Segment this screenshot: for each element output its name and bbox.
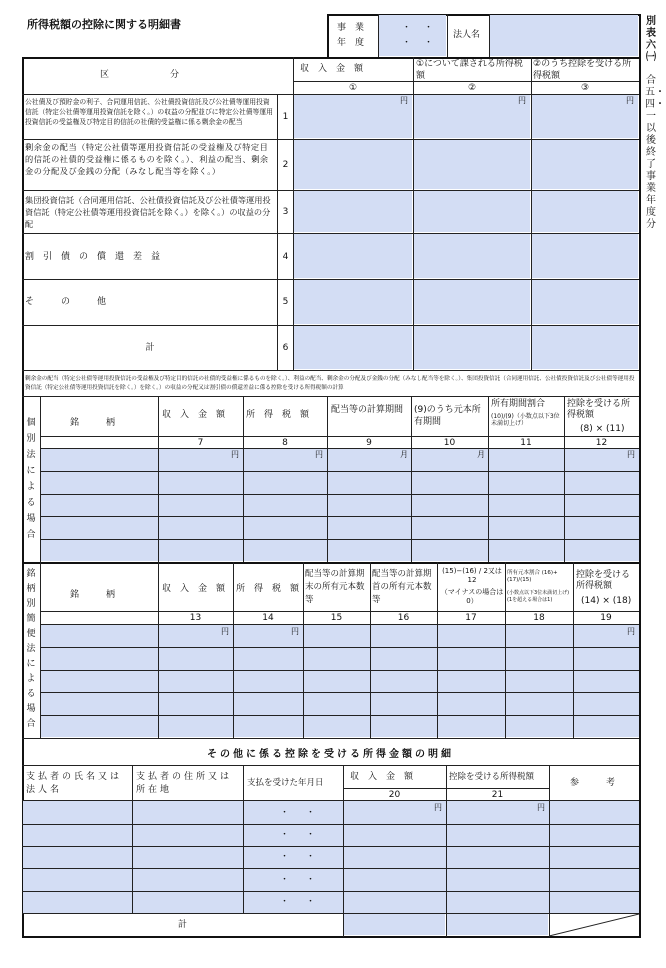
- row-6-label: 計: [145, 343, 155, 353]
- nendo-label: 年 度: [337, 38, 365, 48]
- hojin-name-field[interactable]: [490, 15, 638, 56]
- s1-r2-income[interactable]: [294, 140, 412, 189]
- s1-r5-tax[interactable]: [414, 280, 530, 324]
- s2-side-label: 個別法による場合: [26, 418, 36, 540]
- s2-meigara: 銘 柄: [70, 418, 116, 428]
- form-title: 所得税額の控除に関する明細書: [27, 18, 181, 31]
- col-deduct-header: ②のうち控除を受ける所得税額: [533, 59, 632, 81]
- s1-r3-tax[interactable]: [414, 191, 530, 232]
- period-field[interactable]: [379, 15, 446, 56]
- jigyo-label: 事 業: [337, 23, 365, 33]
- col-tax-header: ①について課される所得税額: [416, 59, 523, 81]
- s3-side-label: 銘柄別簡便法による場合: [26, 569, 36, 729]
- s1-r4-deduct[interactable]: [532, 234, 638, 278]
- s2-entry-area[interactable]: [41, 449, 639, 561]
- side-note: 合五・四・一以後終了事業年度分: [645, 75, 665, 230]
- calc-note: 剰余金の配当（特定公社債等運用投資信託の受益権及び特定目的信託の社債的受益権に係るものを除く。）、利益の配当、剰余金の分配及び金銭の分配（みなし配当等を除く。）、集団投資信託（合同運用信託、公社債投資信託及び公社債等運用投資信託（特定公社債等運用投資信託を除く。）を除く。）の収益の分配又は割引債の償還差益に係る控除を受ける所得税額の計算: [25, 376, 635, 391]
- s4-total-diagonal: [549, 914, 639, 936]
- s3-entry-area[interactable]: [41, 625, 639, 737]
- s1-r3-income[interactable]: [294, 191, 412, 232]
- s1-r1-income[interactable]: [294, 95, 412, 138]
- s3-meigara: 銘 柄: [70, 590, 116, 600]
- s1-r4-tax[interactable]: [414, 234, 530, 278]
- s1-r6-deduct[interactable]: [532, 326, 638, 369]
- row-4-label: 割 引 債 の 償 還 差 益: [25, 252, 161, 262]
- side-form-id: 別表六㈠: [646, 16, 656, 63]
- row-2-label: 剰余金の配当（特定公社債等運用投資信託の受益権及び特定目的信託の社債的受益権に係るものを除く。）、利益の配当、剰余金の分配及び金銭の分配（みなし配当等を除く。）: [25, 142, 269, 176]
- s1-r3-deduct[interactable]: [532, 191, 638, 232]
- hojin-label: 法人名: [453, 30, 481, 40]
- s4-total-label: 計: [177, 920, 187, 930]
- s1-r1-deduct[interactable]: [532, 95, 638, 138]
- s4-entry-area[interactable]: [23, 801, 639, 913]
- row-1-label: 公社債及び預貯金の利子、合同運用信託、公社債投資信託及び公社債等運用投資信託（特定公社債等運用投資信託を除く。）の収益の分配並びに特定公社債等運用投資信託の受益権及び特定目的信託の社債的受益権に係る剰余金の配当: [25, 98, 273, 126]
- row-5-label: そ の 他: [25, 297, 107, 307]
- col-income-header: 収 入 金 額: [300, 64, 364, 74]
- row-3-label: 集団投資信託（合同運用信託、公社債投資信託及び公社債等運用投資信託（特定公社債等運用投資信託を除く。）を除く。）の収益の分配: [25, 195, 271, 229]
- s1-r6-income[interactable]: [294, 326, 412, 369]
- s1-r5-income[interactable]: [294, 280, 412, 324]
- s1-r5-deduct[interactable]: [532, 280, 638, 324]
- s1-r6-tax[interactable]: [414, 326, 530, 369]
- s1-r2-tax[interactable]: [414, 140, 530, 189]
- kubun-header: 区 分: [100, 70, 185, 80]
- s1-r1-tax[interactable]: [414, 95, 530, 138]
- s4-total-tax[interactable]: [447, 914, 548, 935]
- s1-r4-income[interactable]: [294, 234, 412, 278]
- s4-title: その他に係る控除を受ける所得金額の明細: [207, 749, 454, 760]
- s4-total-income[interactable]: [344, 914, 445, 935]
- s1-r2-deduct[interactable]: [532, 140, 638, 189]
